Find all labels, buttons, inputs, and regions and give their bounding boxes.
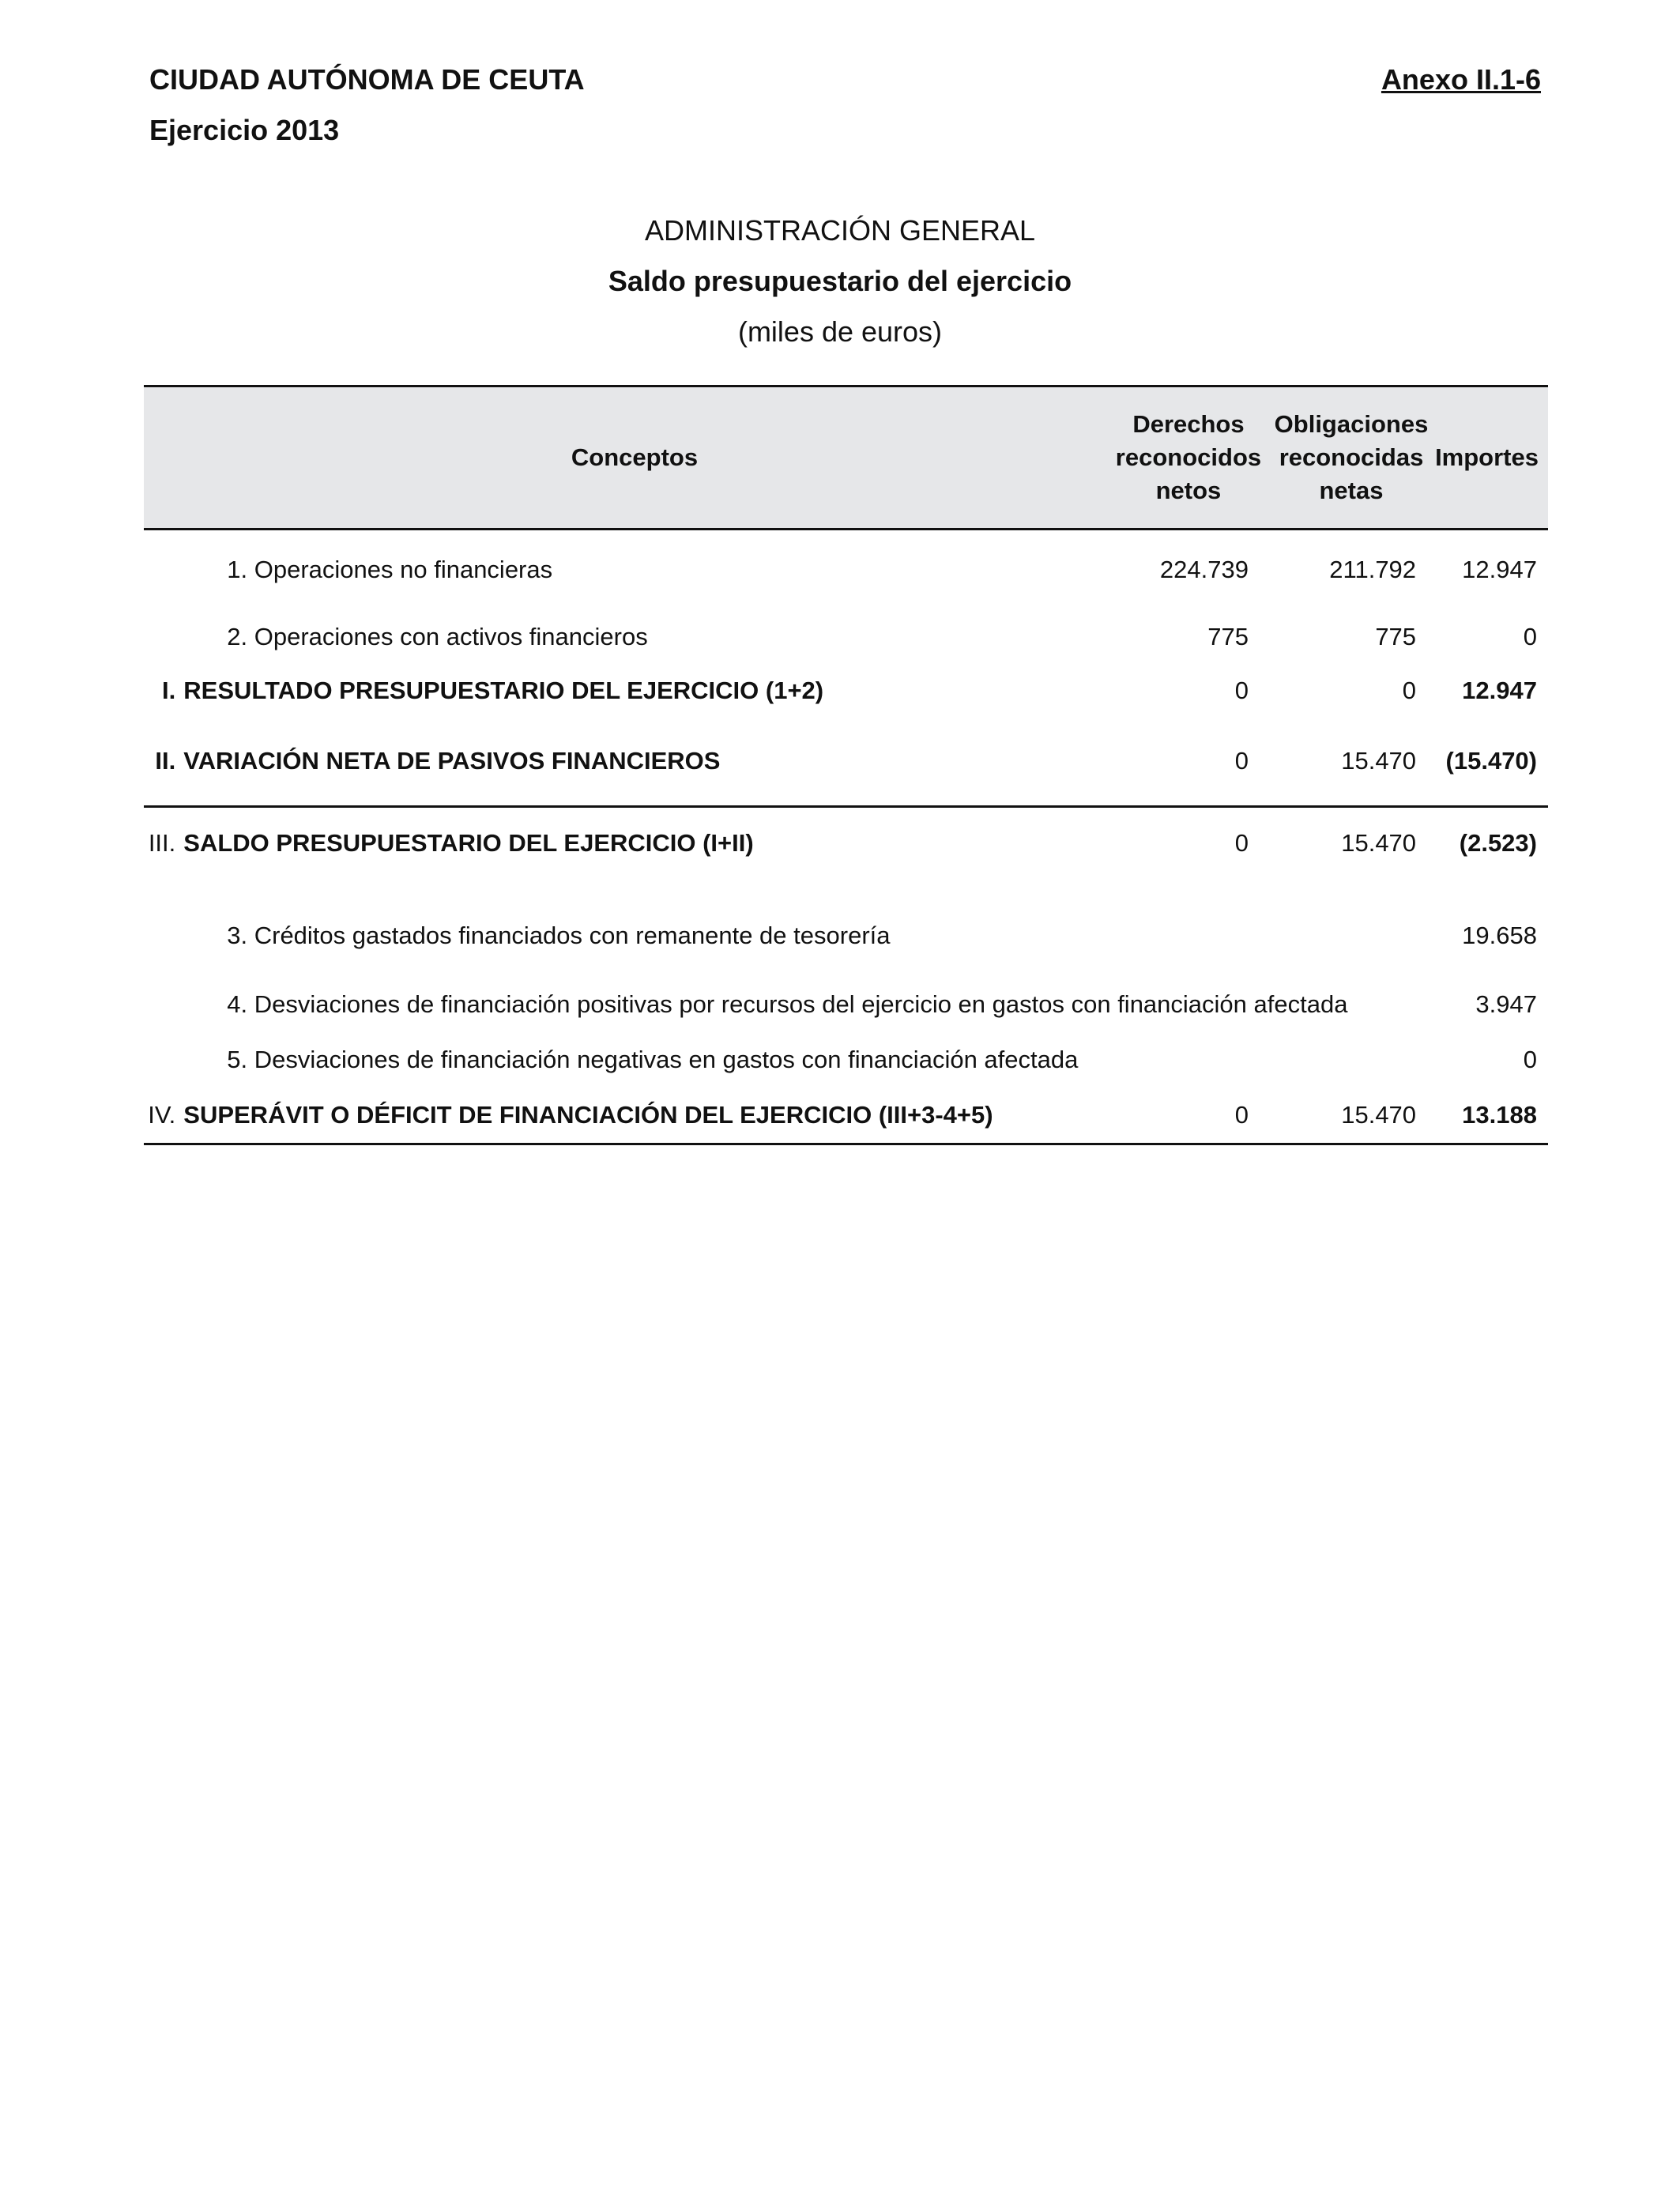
row-rights: 0 [1125, 1088, 1268, 1144]
row-amount: 0 [1523, 1046, 1537, 1073]
table-row [144, 1032, 1548, 1088]
row-rights: 0 [1234, 829, 1249, 857]
header-obligations: Obligaciones reconocidas netas [1268, 386, 1435, 530]
table-row-total [144, 717, 1548, 807]
row-obligations [1268, 1032, 1435, 1088]
row-roman: III. [148, 829, 176, 857]
row-rights: 0 [1125, 717, 1268, 807]
row-concept: 4. Desviaciones de financiación positivas por recursos del ejercicio en gastos con financiación afectada [227, 990, 1348, 1018]
row-amount: (15.470) [1435, 717, 1548, 807]
annex-reference: Anexo II.1-6 [1381, 63, 1541, 96]
row-amount: 12.947 [1462, 677, 1537, 704]
entity-name: CIUDAD AUTÓNOMA DE CEUTA [149, 63, 585, 96]
row-rights [1125, 879, 1268, 977]
row-concept: SUPERÁVIT O DÉFICIT DE FINANCIACIÓN DEL EJERCICIO (III+3-4+5) [182, 1088, 1125, 1144]
fiscal-year: Ejercicio 2013 [149, 114, 340, 146]
table-row-total [144, 807, 1548, 880]
table-row [144, 609, 1548, 665]
row-concept: 2. Operaciones con activos financieros [227, 623, 648, 650]
page-title: ADMINISTRACIÓN GENERAL [644, 214, 1036, 247]
row-obligations: 15.470 [1341, 829, 1417, 857]
table-row [144, 530, 1548, 610]
row-roman: II. [144, 717, 182, 807]
row-rights: 775 [1207, 623, 1249, 650]
units-note: (miles de euros) [737, 315, 943, 348]
page-subtitle: Saldo presupuestario del ejercicio [608, 265, 1072, 297]
row-roman [144, 530, 182, 610]
table-row-total [144, 1088, 1548, 1144]
row-rights: 224.739 [1159, 556, 1249, 583]
row-obligations: 15.470 [1268, 1088, 1435, 1144]
row-amount: 13.188 [1435, 1088, 1548, 1144]
document-header [149, 60, 585, 161]
row-concept: 3. Créditos gastados financiados con remanente de tesorería [227, 922, 891, 949]
row-obligations: 0 [1402, 677, 1417, 704]
row-obligations: 775 [1375, 623, 1417, 650]
row-rights: 0 [1234, 677, 1249, 704]
row-roman: IV. [144, 1088, 182, 1144]
row-amount: 12.947 [1462, 556, 1537, 583]
row-concept: 1. Operaciones no financieras [227, 556, 553, 583]
row-concept: 5. Desviaciones de financiación negativas en gastos con financiación afectada [227, 1046, 1079, 1073]
row-obligations: 15.470 [1268, 717, 1435, 807]
row-amount: 19.658 [1462, 922, 1537, 949]
header-rights: Derechos reconocidos netos [1125, 386, 1268, 530]
header-concepts: Conceptos [144, 386, 1125, 530]
row-roman [144, 977, 182, 1032]
row-amount: (2.523) [1459, 829, 1537, 857]
row-roman [144, 879, 182, 977]
row-concept: VARIACIÓN NETA DE PASIVOS FINANCIEROS [182, 717, 1125, 807]
row-roman: I. [162, 677, 176, 704]
row-roman [144, 609, 182, 665]
row-concept: SALDO PRESUPUESTARIO DEL EJERCICIO (I+II) [183, 829, 754, 857]
table-row [144, 977, 1548, 1032]
row-amount: 0 [1523, 623, 1537, 650]
header-amounts: Importes [1435, 386, 1548, 530]
table-row-total [144, 665, 1548, 717]
title-block [0, 207, 1680, 359]
row-obligations: 211.792 [1329, 556, 1417, 583]
table-row [144, 879, 1548, 977]
table-header-row [144, 386, 1548, 530]
row-obligations [1268, 879, 1435, 977]
row-amount: 3.947 [1475, 990, 1537, 1018]
row-roman [144, 1032, 182, 1088]
row-concept: RESULTADO PRESUPUESTARIO DEL EJERCICIO (1+2) [183, 677, 824, 704]
budget-balance-table [144, 385, 1548, 1145]
row-rights [1125, 1032, 1268, 1088]
